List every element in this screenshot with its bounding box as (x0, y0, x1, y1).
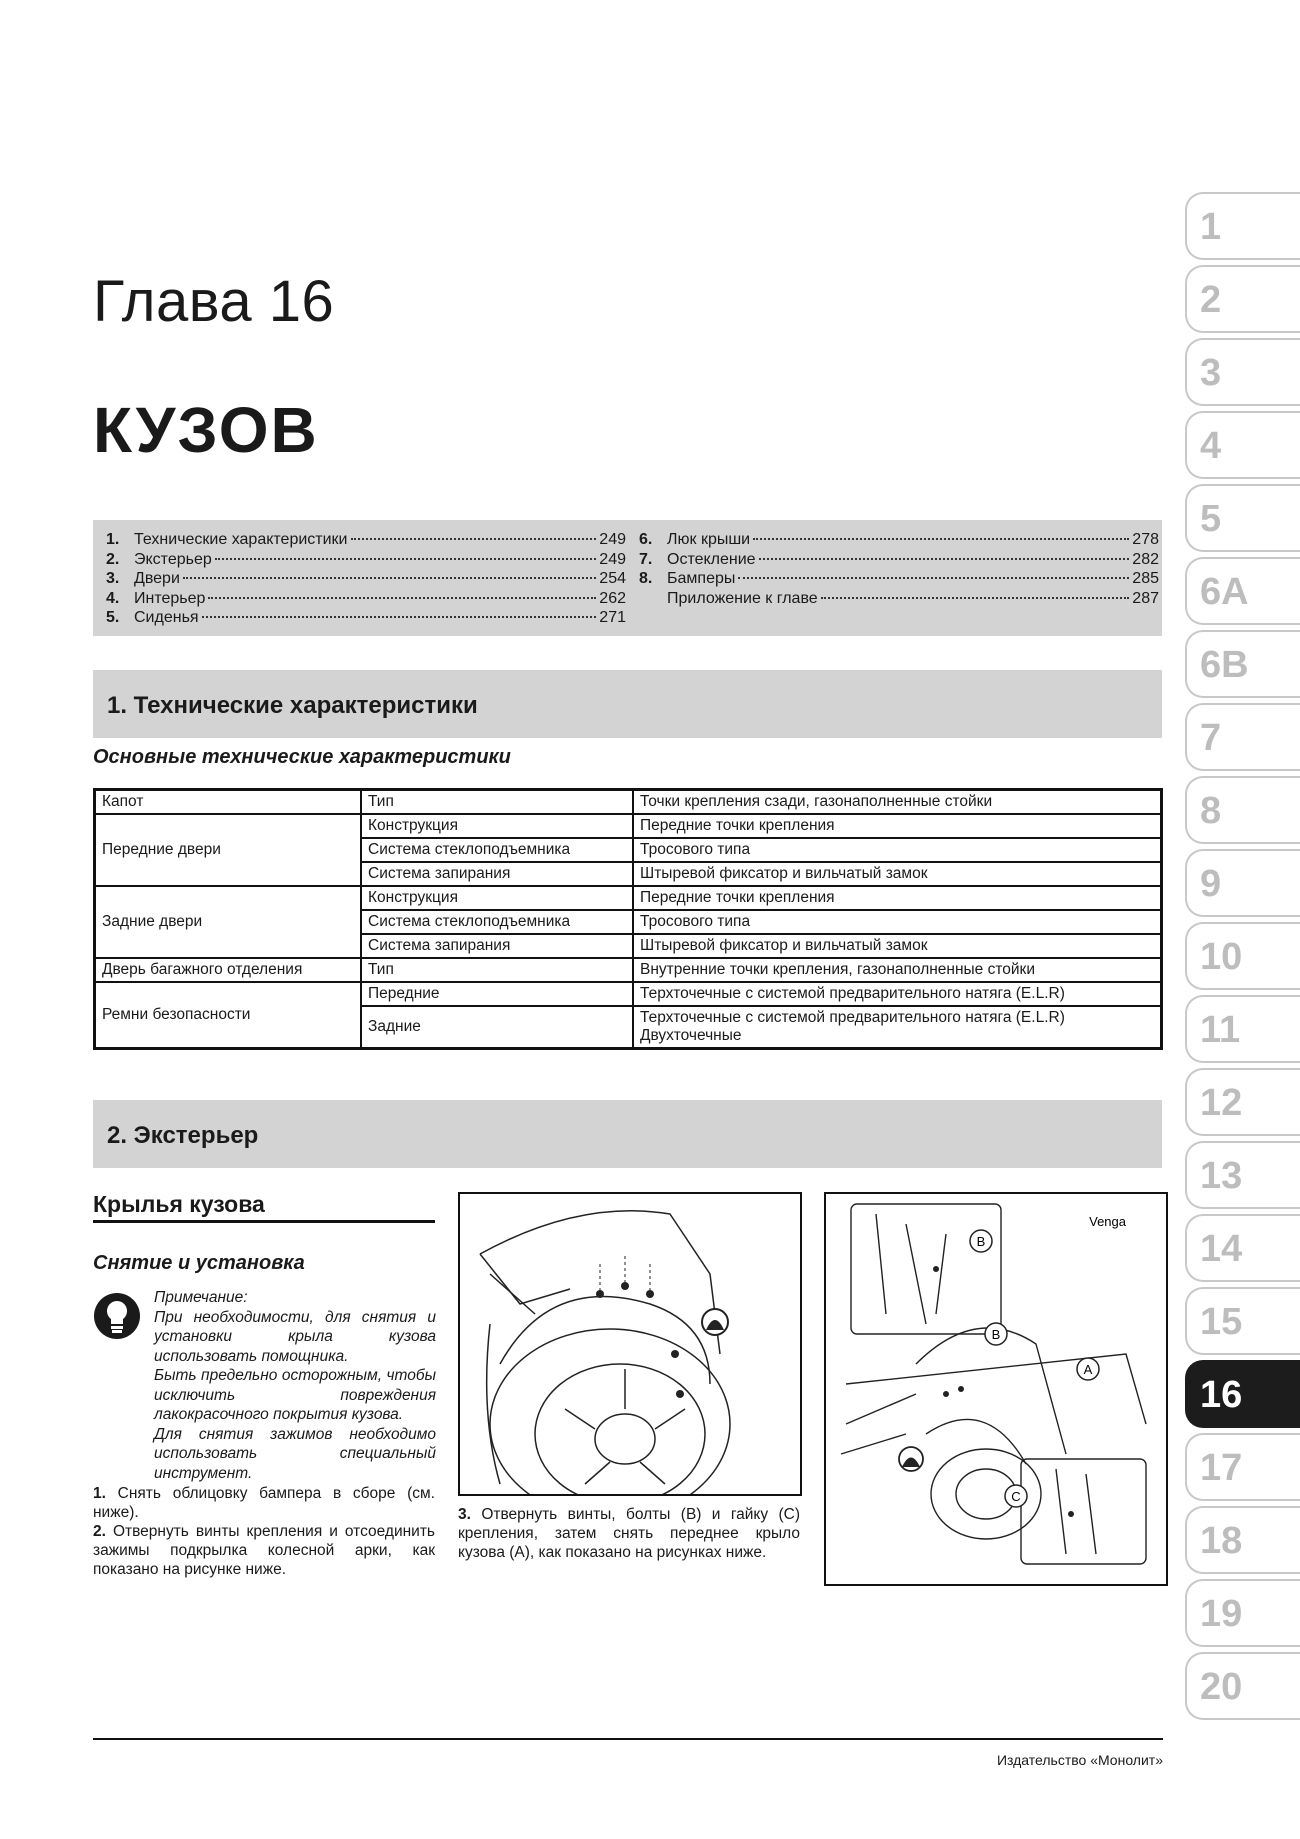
table-cell: Ремни безопасности (95, 982, 362, 1049)
tab-3[interactable]: 3 (1185, 338, 1300, 406)
toc-item[interactable]: 7. Остекление 282 (639, 550, 1159, 568)
toc-item[interactable]: 6. Люк крыши 278 (639, 531, 1159, 548)
note-paragraph: Быть предельно осторожным, чтобы исключить повреждения лакокрасочного покрытия кузова. (154, 1367, 436, 1423)
table-row (95, 814, 1162, 838)
toc-item[interactable]: Приложение к главе 287 (667, 589, 1159, 607)
tab-17[interactable]: 17 (1185, 1433, 1300, 1501)
table-cell: Точки крепления сзади, газонаполненные стойки (633, 790, 1162, 815)
table-cell: Тип (361, 958, 633, 982)
table-cell: Передние (361, 982, 633, 1006)
table-cell: Дверь багажного отделения (95, 958, 362, 982)
table-cell: Система стеклоподъемника (361, 838, 633, 862)
section-title: 1. Технические характеристики (107, 692, 478, 719)
toc-item[interactable]: 8. Бамперы 285 (639, 570, 1159, 587)
tab-2[interactable]: 2 (1185, 265, 1300, 333)
tab-18[interactable]: 18 (1185, 1506, 1300, 1574)
table-of-contents (93, 520, 1162, 636)
fender-removal-figure (824, 1192, 1168, 1586)
publisher-label: Издательство «Монолит» (996, 1752, 1163, 1768)
toc-item[interactable]: 2. Экстерьер 249 (106, 550, 626, 568)
table-cell (633, 1006, 1162, 1049)
cell-line: Двухточечные (640, 1027, 742, 1044)
section-header-exterior (93, 1100, 1162, 1168)
tab-20[interactable]: 20 (1185, 1652, 1300, 1720)
table-cell: Тросового типа (633, 838, 1162, 862)
toc-item[interactable]: 1. Технические характеристики 249 (106, 531, 626, 548)
specs-table (93, 788, 1163, 1050)
tab-15[interactable]: 15 (1185, 1287, 1300, 1355)
toc-item[interactable]: 5. Сиденья 271 (106, 609, 626, 626)
tab-12[interactable]: 12 (1185, 1068, 1300, 1136)
table-cell: Задние (361, 1006, 633, 1049)
table-cell: Система стеклоподъемника (361, 910, 633, 934)
toc-item[interactable]: 3. Двери 254 (106, 570, 626, 587)
toc-right-column (639, 530, 1159, 608)
section-header-specs (93, 670, 1162, 738)
tab-14[interactable]: 14 (1185, 1214, 1300, 1282)
table-cell: Терхточечные с системой предварительного натяга (E.L.R) (633, 982, 1162, 1006)
table-row (95, 982, 1162, 1006)
note-paragraph: Для снятия зажимов необходимо использовать специальный инструмент. (154, 1425, 436, 1482)
table-row (95, 958, 1162, 982)
callout-c: C (1011, 1489, 1021, 1504)
table-cell: Передние точки крепления (633, 886, 1162, 910)
table-cell: Передние двери (95, 814, 362, 886)
tab-7[interactable]: 7 (1185, 703, 1300, 771)
tab-19[interactable]: 19 (1185, 1579, 1300, 1647)
tab-11[interactable]: 11 (1185, 995, 1300, 1063)
table-row (95, 790, 1162, 815)
step-item: 3. Отвернуть винты, болты (B) и гайку (C) крепления, затем снять переднее крыло кузова (A), как показано на рисунках ниже. (458, 1506, 801, 1561)
callout-b: B (991, 1327, 1001, 1342)
table-cell: Капот (95, 790, 362, 815)
tab-9[interactable]: 9 (1185, 849, 1300, 917)
table-cell: Штыревой фиксатор и вильчатый замок (633, 934, 1162, 958)
table-row (95, 886, 1162, 910)
chapter-label: Глава 16 (93, 269, 335, 334)
tab-5[interactable]: 5 (1185, 484, 1300, 552)
steps-left (93, 1484, 435, 1579)
note-label: Примечание: (154, 1289, 248, 1306)
step-item: 2. Отвернуть винты крепления и отсоединить зажимы подкрылка колесной арки, как показано на рисунке ниже. (93, 1523, 435, 1578)
lightbulb-icon (93, 1292, 141, 1340)
heading-underline (93, 1220, 435, 1223)
note-paragraph: При необходимости, для снятия и установки крыла кузова использовать помощника. (154, 1308, 436, 1365)
tab-1[interactable]: 1 (1185, 192, 1300, 260)
chapter-title: КУЗОВ (93, 394, 319, 466)
tab-8[interactable]: 8 (1185, 776, 1300, 844)
tab-16-active[interactable]: 16 (1185, 1360, 1300, 1428)
wings-heading: Крылья кузова (93, 1191, 265, 1217)
table-cell: Тип (361, 790, 633, 815)
specs-subtitle: Основные технические характеристики (93, 746, 511, 768)
fender-liner-figure (458, 1192, 802, 1496)
toc-left-column (106, 530, 626, 628)
removal-heading: Снятие и установка (93, 1252, 305, 1274)
tab-6b[interactable]: 6B (1185, 630, 1300, 698)
footer-rule (93, 1738, 1163, 1740)
table-cell: Задние двери (95, 886, 362, 958)
table-cell: Передние точки крепления (633, 814, 1162, 838)
table-cell: Система запирания (361, 862, 633, 886)
tab-6a[interactable]: 6A (1185, 557, 1300, 625)
tab-13[interactable]: 13 (1185, 1141, 1300, 1209)
tab-10[interactable]: 10 (1185, 922, 1300, 990)
callout-b-top: B (976, 1234, 986, 1249)
cell-line: Терхточечные с системой предварительного натяга (E.L.R) (640, 1009, 1065, 1026)
section-title: 2. Экстерьер (107, 1122, 259, 1149)
table-cell: Внутренние точки крепления, газонаполненные стойки (633, 958, 1162, 982)
model-label: Venga (1089, 1214, 1126, 1229)
toc-item[interactable]: 4. Интерьер 262 (106, 589, 626, 607)
callout-a: A (1083, 1362, 1093, 1377)
step-item: 1. Снять облицовку бампера в сборе (см. ниже). (93, 1485, 435, 1521)
tab-4[interactable]: 4 (1185, 411, 1300, 479)
table-cell: Система запирания (361, 934, 633, 958)
note-block (154, 1288, 436, 1483)
table-cell: Конструкция (361, 886, 633, 910)
table-cell: Тросового типа (633, 910, 1162, 934)
table-cell: Конструкция (361, 814, 633, 838)
table-cell: Штыревой фиксатор и вильчатый замок (633, 862, 1162, 886)
